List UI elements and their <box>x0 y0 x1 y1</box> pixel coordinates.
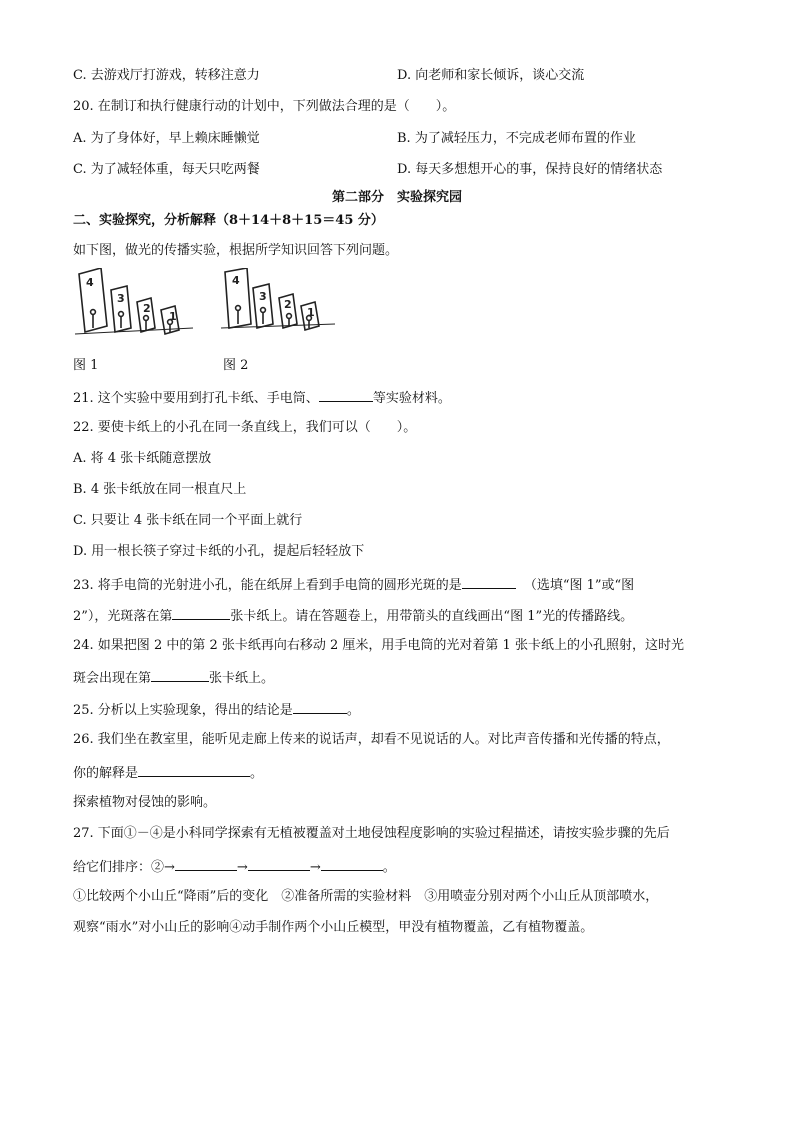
q25-answer-blank[interactable] <box>293 700 347 714</box>
q24-answer-blank[interactable] <box>151 668 209 682</box>
fig1-card-4-number: 4 <box>86 276 94 289</box>
q19-option-d: D. 向老师和家长倾诉，谈心交流 <box>397 68 585 83</box>
fig2-card-4-number: 4 <box>232 274 240 287</box>
q27-line-3: ①比较两个小山丘“降雨”后的变化 ②准备所需的实验材料 ③用喷壶分别对两个小山丘从顶部喷水， <box>73 889 659 904</box>
explore-heading: 探索植物对侵蚀的影响。 <box>73 795 217 810</box>
q20-option-d: D. 每天多想想开心的事，保持良好的情绪状态 <box>397 162 663 177</box>
q27-line-2 <box>73 857 396 877</box>
q27-line-1: 27. 下面①－④是小科同学探索有无植被覆盖对土地侵蚀程度影响的实验过程描述，请按实验步骤的先后 <box>73 826 670 841</box>
q22-option-a: A. 将 4 张卡纸随意摆放 <box>73 451 212 466</box>
q20-option-c: C. 为了减轻体重，每天只吃两餐 <box>73 162 260 177</box>
part2-title: 第二部分 实验探究园 <box>331 190 462 205</box>
q22-option-c: C. 只要让 4 张卡纸在同一个平面上就行 <box>73 513 303 528</box>
light-experiment-figure <box>73 268 353 348</box>
fig1-card-3-number: 3 <box>117 292 125 305</box>
q24-text-b: 张卡纸上。 <box>209 671 275 686</box>
q27-text-end: 。 <box>382 860 396 875</box>
q24-line-2 <box>73 668 274 688</box>
q24-text-a: 斑会出现在第 <box>73 671 152 686</box>
q25-text-before: 25. 分析以上实验现象，得出的结论是 <box>73 703 293 718</box>
q27-line-4: 观察“雨水”对小山丘的影响④动手制作两个小山丘模型，甲没有植物覆盖，乙有植物覆盖。 <box>73 920 594 935</box>
q24-line-1: 24. 如果把图 2 中的第 2 张卡纸再向右移动 2 厘米，用手电筒的光对着第 1 张卡纸上的小孔照射，这时光 <box>73 638 684 653</box>
q21-text-before: 21. 这个实验中要用到打孔卡纸、手电筒、 <box>73 391 319 406</box>
q23-answer-blank-1[interactable] <box>462 575 516 589</box>
q23-text-1: 23. 将手电筒的光射进小孔，能在纸屏上看到手电筒的圆形光斑的是 <box>73 578 462 593</box>
fig2-card-1-number: 1 <box>307 306 315 319</box>
q23-line-2 <box>73 606 633 626</box>
q20-stem: 20. 在制订和执行健康行动的计划中，下列做法合理的是（ ）。 <box>73 99 456 114</box>
fig2-card-2-number: 2 <box>284 298 292 311</box>
q21 <box>73 388 451 408</box>
q23-text-3: 2”），光斑落在第 <box>73 609 173 624</box>
q23-text-2: （选填“图 1”或“图 <box>523 578 635 593</box>
q26-text-b: 。 <box>250 766 264 781</box>
q27-text-a: 给它们排序：②→ <box>73 860 175 875</box>
q26-text-a: 你的解释是 <box>73 766 139 781</box>
q23-answer-blank-2[interactable] <box>172 606 230 620</box>
q27-answer-blank-2[interactable] <box>248 857 310 871</box>
q27-answer-blank-3[interactable] <box>321 857 383 871</box>
q20-option-a: A. 为了身体好，早上赖床睡懒觉 <box>73 131 260 146</box>
q19-option-c: C. 去游戏厅打游戏，转移注意力 <box>73 68 260 83</box>
q23-line-1 <box>73 575 634 595</box>
q21-text-after: 等实验材料。 <box>372 391 451 406</box>
q25-text-after: 。 <box>346 703 360 718</box>
q27-answer-blank-1[interactable] <box>175 857 237 871</box>
q25 <box>73 700 360 720</box>
experiment-intro: 如下图，做光的传播实验，根据所学知识回答下列问题。 <box>73 243 399 258</box>
q26-line-2 <box>73 763 263 783</box>
section-heading: 二、实验探究，分析解释（8＋14＋8＋15＝45 分） <box>73 213 384 228</box>
q22-option-d: D. 用一根长筷子穿过卡纸的小孔，提起后轻轻放下 <box>73 544 365 559</box>
figures <box>73 268 353 348</box>
q22-option-b: B. 4 张卡纸放在同一根直尺上 <box>73 482 247 497</box>
fig1-card-2-number: 2 <box>143 302 151 315</box>
figure-1-caption: 图 1 <box>73 358 99 373</box>
q21-answer-blank[interactable] <box>319 388 373 402</box>
q27-arrow-2: → <box>309 860 321 875</box>
q26-answer-blank[interactable] <box>138 763 250 777</box>
q27-arrow-1: → <box>236 860 248 875</box>
fig1-card-1-number: 1 <box>169 310 177 323</box>
fig2-card-3-number: 3 <box>259 290 267 303</box>
q23-text-4: 张卡纸上。请在答题卷上，用带箭头的直线画出“图 1”光的传播路线。 <box>230 609 634 624</box>
q26-line-1: 26. 我们坐在教室里，能听见走廊上传来的说话声，却看不见说话的人。对比声音传播和光传播的特点， <box>73 732 670 747</box>
q22-stem: 22. 要使卡纸上的小孔在同一条直线上，我们可以（ ）。 <box>73 420 417 435</box>
figure-2-caption: 图 2 <box>223 358 249 373</box>
q20-option-b: B. 为了减轻压力，不完成老师布置的作业 <box>397 131 636 146</box>
